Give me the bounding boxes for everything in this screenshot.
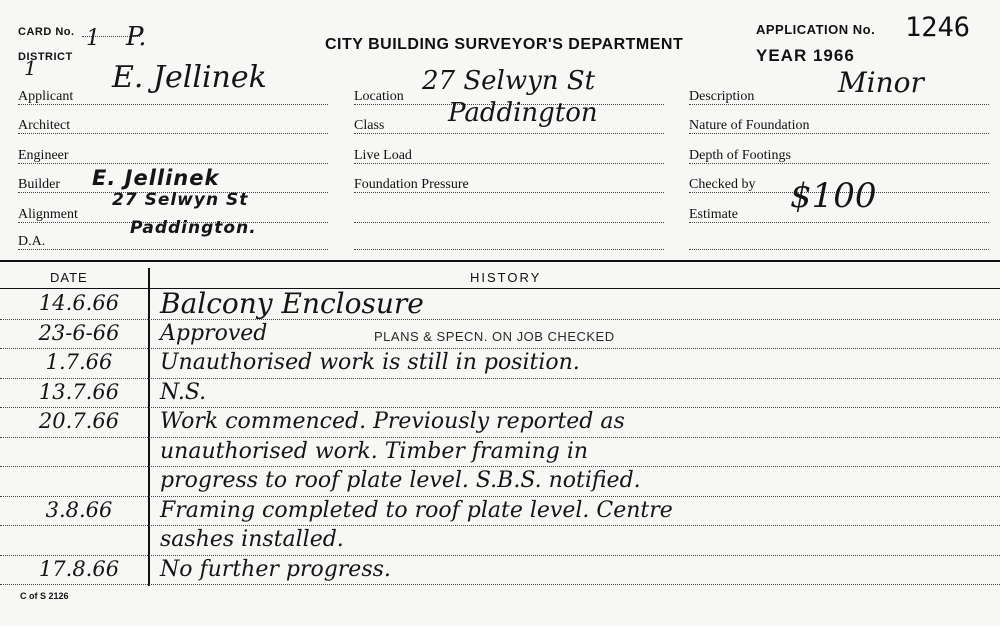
description-label: Description <box>689 89 755 104</box>
depth-footings-line <box>689 163 989 164</box>
nature-foundation-line <box>689 133 989 134</box>
engineer-label: Engineer <box>18 148 69 163</box>
checked-by-label: Checked by <box>689 177 756 192</box>
class-label: Class <box>354 118 385 133</box>
history-entry: sashes installed. <box>160 527 344 552</box>
history-row-rule <box>0 437 1000 438</box>
location-value-2: Paddington <box>448 98 598 128</box>
district-value-2: P. <box>126 22 147 52</box>
architect-line <box>18 133 328 134</box>
nature-foundation-label: Nature of Foundation <box>689 118 810 133</box>
history-top-rule <box>0 260 1000 262</box>
foundation-pressure-label: Foundation Pressure <box>354 177 469 192</box>
description-line <box>689 104 989 105</box>
alignment-value-2: Paddington. <box>130 218 257 238</box>
history-header: HISTORY <box>470 270 542 285</box>
card-no-label: CARD No. <box>18 26 75 38</box>
right-blank-line <box>689 249 989 250</box>
history-entry: Unauthorised work is still in position. <box>160 350 580 375</box>
history-date: 23-6-66 <box>38 320 120 345</box>
builder-value: E. Jellinek <box>92 166 220 190</box>
plans-checked-stamp: PLANS & SPECN. ON JOB CHECKED <box>374 329 615 344</box>
depth-footings-label: Depth of Footings <box>689 148 791 163</box>
history-entry: Work commenced. Previously reported as <box>160 409 625 434</box>
history-date: 3.8.66 <box>45 497 113 522</box>
district-value: 1 <box>24 56 37 80</box>
live-load-line <box>354 163 664 164</box>
history-row-rule <box>0 525 1000 526</box>
history-row-rule <box>0 407 1000 408</box>
history-date: 17.8.66 <box>38 556 120 581</box>
class-line <box>354 133 664 134</box>
alignment-label: Alignment <box>18 207 78 222</box>
date-column-divider <box>148 268 150 586</box>
foundation-pressure-line <box>354 192 664 193</box>
history-date: 13.7.66 <box>38 379 120 404</box>
history-row-rule <box>0 319 1000 320</box>
history-date: 1.7.66 <box>45 350 113 374</box>
da-line <box>18 249 328 250</box>
date-header: DATE <box>50 270 88 285</box>
history-row-rule <box>0 555 1000 556</box>
builder-label: Builder <box>18 177 60 192</box>
history-entry: Framing completed to roof plate level. Centre <box>160 497 673 523</box>
history-header-rule <box>0 288 1000 289</box>
history-entry: N.S. <box>160 379 207 405</box>
application-label: APPLICATION No. <box>756 22 876 37</box>
description-value: Minor <box>838 66 924 99</box>
application-number: 1246 <box>905 12 971 43</box>
middle-blank-line-2 <box>354 249 664 250</box>
year-label: YEAR 1966 <box>756 46 855 65</box>
history-entry: Approved <box>160 320 268 346</box>
history-row-rule <box>0 378 1000 379</box>
da-label: D.A. <box>18 234 46 249</box>
form-code: C of S 2126 <box>20 591 69 601</box>
estimate-value: $100 <box>790 176 877 216</box>
middle-blank-line-1 <box>354 222 664 223</box>
applicant-value: E. Jellinek <box>112 60 267 95</box>
estimate-line <box>689 222 989 223</box>
history-row-rule <box>0 584 1000 585</box>
engineer-line <box>18 163 328 164</box>
history-entry: Balcony Enclosure <box>160 287 424 320</box>
history-date: 20.7.66 <box>38 409 120 433</box>
applicant-line <box>18 104 328 105</box>
estimate-label: Estimate <box>689 207 738 222</box>
history-date: 14.6.66 <box>38 291 120 315</box>
history-entry: progress to roof plate level. S.B.S. notified. <box>160 468 641 493</box>
location-value-1: 27 Selwyn St <box>422 66 596 96</box>
card-no-value: 1 <box>86 26 100 51</box>
history-row-rule <box>0 348 1000 349</box>
live-load-label: Live Load <box>354 148 412 163</box>
alignment-value-1: 27 Selwyn St <box>112 190 249 210</box>
history-entry: No further progress. <box>160 556 391 582</box>
applicant-label: Applicant <box>18 89 74 104</box>
history-row-rule <box>0 496 1000 497</box>
history-entry: unauthorised work. Timber framing in <box>160 438 589 464</box>
history-row-rule <box>0 466 1000 467</box>
district-label: DISTRICT <box>18 51 73 63</box>
department-title: CITY BUILDING SURVEYOR'S DEPARTMENT <box>325 36 684 53</box>
location-label: Location <box>354 89 404 104</box>
architect-label: Architect <box>18 118 71 133</box>
